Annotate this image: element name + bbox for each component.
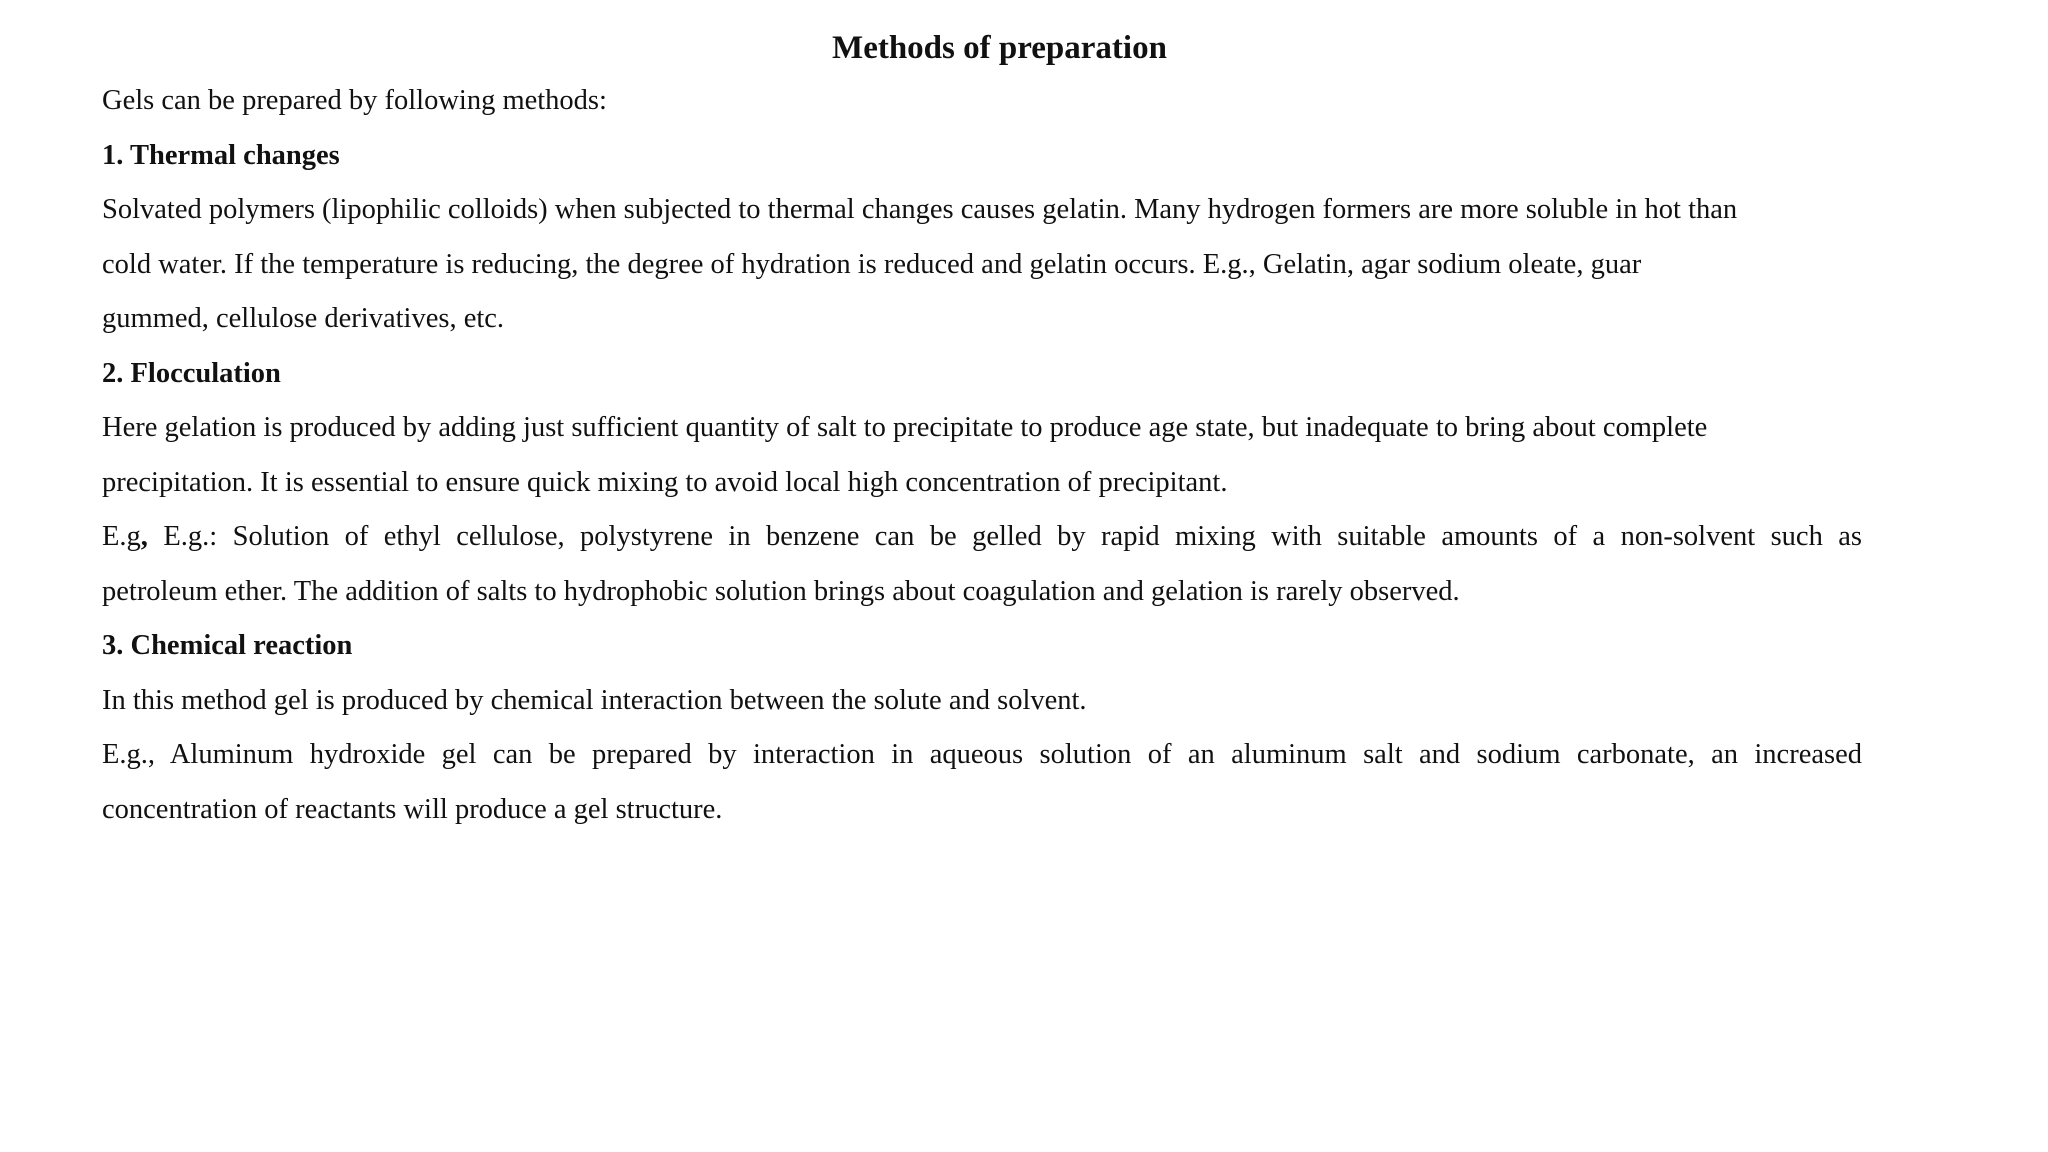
section-heading-flocculation: 2. Flocculation: [102, 357, 281, 389]
paragraph-line: precipitation. It is essential to ensure quick mixing to avoid local high concentration of precipitant.: [102, 466, 1228, 498]
example-line: petroleum ether. The addition of salts to hydrophobic solution brings about coagulation and gelation is rarely observed.: [102, 575, 1460, 607]
paragraph-line: gummed, cellulose derivatives, etc.: [102, 303, 505, 334]
example-line: [102, 510, 1862, 565]
example-prefix: E.g: [102, 521, 141, 552]
page-title: Methods of preparation: [832, 30, 1167, 66]
example-comma: ,: [140, 521, 148, 552]
paragraph-line: In this method gel is produced by chemical interaction between the solute and solvent.: [102, 684, 1087, 716]
example-text: E.g.: Solution of ethyl cellulose, polystyrene in benzene can be gelled by rapid mixing with suitable amounts of a non-solvent such as: [147, 521, 1862, 552]
intro-text: Gels can be prepared by following methods:: [102, 85, 607, 116]
paragraph-line: Solvated polymers (lipophilic colloids) when subjected to thermal changes causes gelatin. Many hydrogen formers are more soluble in hot than: [102, 194, 1738, 225]
paragraph-line: cold water. If the temperature is reducing, the degree of hydration is reduced and gelatin occurs. E.g., Gelatin, agar sodium oleate, guar: [102, 248, 1642, 280]
example-line: concentration of reactants will produce a gel structure.: [102, 793, 723, 825]
section-heading-thermal-changes: 1. Thermal changes: [102, 139, 340, 171]
section-heading-chemical-reaction: 3. Chemical reaction: [102, 630, 353, 661]
example-line: E.g., Aluminum hydroxide gel can be prepared by interaction in aqueous solution of an aluminum salt and sodium carbonate, an increased: [102, 739, 1862, 770]
paragraph-line: Here gelation is produced by adding just sufficient quantity of salt to precipitate to produce age state, but inadequate to bring about complete: [102, 412, 1708, 443]
document-page: [102, 28, 1862, 837]
